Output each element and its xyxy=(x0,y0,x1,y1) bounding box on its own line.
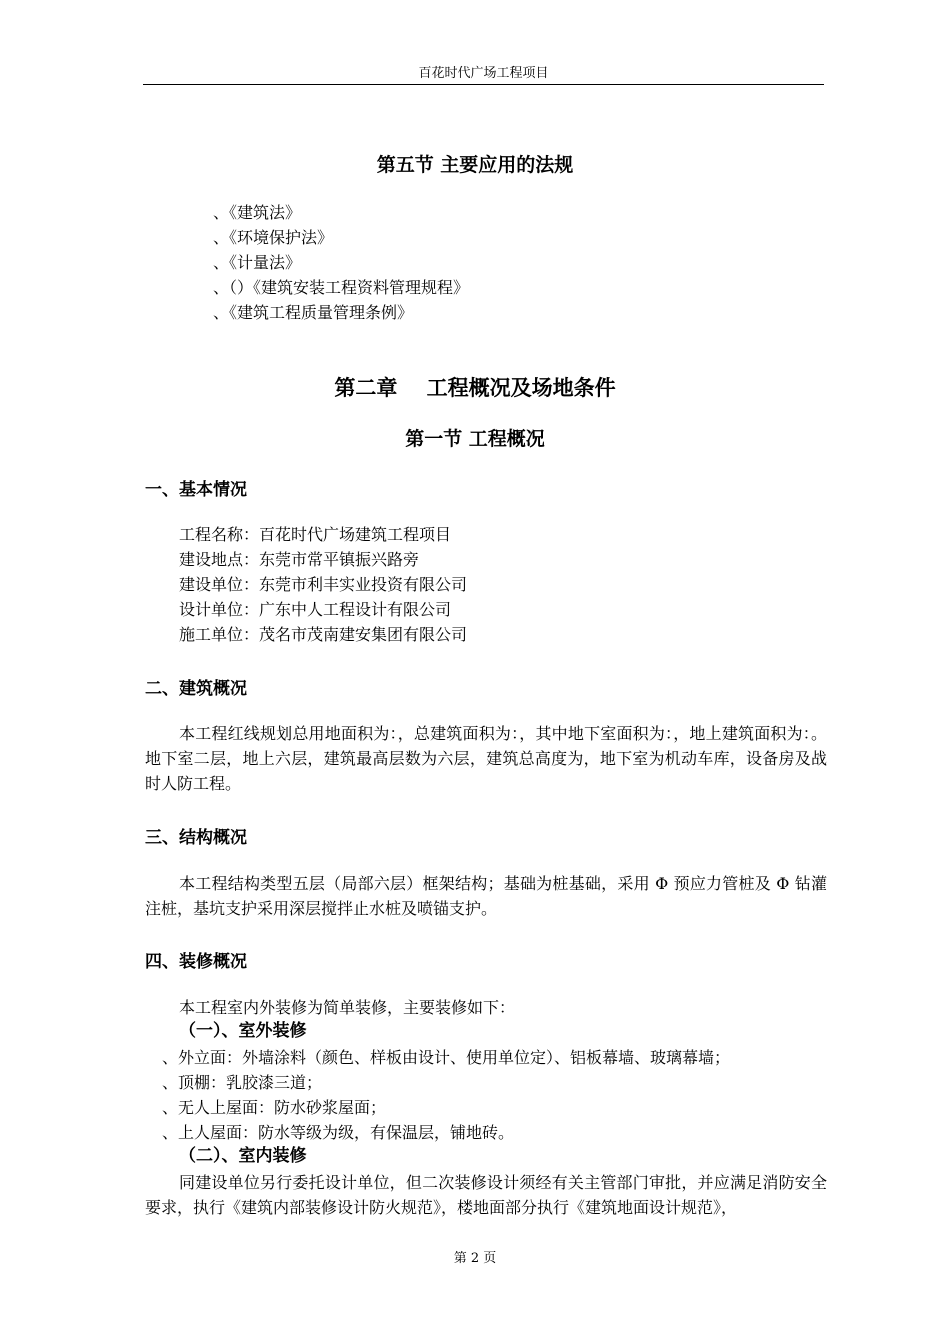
building-paragraph: 本工程红线规划总用地面积为：，总建筑面积为：，其中地下室面积为：，地上建筑面积为：。地下室二层，地上六层，建筑最高层数为六层，建筑总高度为，地下室为机动车库，设备房及战时人防工程。 xyxy=(145,724,827,793)
list-item: 、无人上屋面：防水砂浆屋面； xyxy=(162,1098,387,1117)
list-item: 、（）《建筑安装工程资料管理规程》 xyxy=(213,278,470,297)
list-item: 、《建筑法》 xyxy=(213,203,302,222)
structure-paragraph: 本工程结构类型五层（局部六层）框架结构；基础为桩基础，采用 Φ 预应力管桩及 Φ 钻灌注桩，基坑支护采用深层搅拌止水桩及喷锚支护。 xyxy=(145,874,827,918)
heading-decoration: 四、装修概况 xyxy=(145,952,247,972)
interior-heading: （二）、室内装修 xyxy=(179,1146,307,1166)
chapter-title: 第二章 工程概况及场地条件 xyxy=(334,376,616,400)
list-item: 、《计量法》 xyxy=(213,253,302,272)
list-item: 、《环境保护法》 xyxy=(213,228,334,247)
info-item: 设计单位：广东中人工程设计有限公司 xyxy=(179,600,452,619)
law-list xyxy=(213,200,469,325)
heading-building: 二、建筑概况 xyxy=(145,679,247,699)
section-title: 第五节 主要应用的法规 xyxy=(376,154,574,176)
heading-structure: 三、结构概况 xyxy=(145,828,247,848)
heading-basic: 一、基本情况 xyxy=(145,480,247,500)
info-item: 工程名称：百花时代广场建筑工程项目 xyxy=(179,525,452,544)
info-item: 建设单位：东莞市利丰实业投资有限公司 xyxy=(179,575,468,594)
interior-paragraph: 同建设单位另行委托设计单位，但二次装修设计须经有关主管部门审批，并应满足消防安全要求，执行《建筑内部装修设计防火规范》，楼地面部分执行《建筑地面设计规范》， xyxy=(145,1173,827,1217)
page-header: 百花时代广场工程项目 xyxy=(143,64,824,85)
page-number: 第 2 页 xyxy=(453,1251,497,1266)
info-item: 建设地点：东莞市常平镇振兴路旁 xyxy=(179,550,420,569)
list-item: 、顶棚：乳胶漆三道； xyxy=(162,1073,323,1092)
basic-info-list xyxy=(179,522,467,647)
exterior-heading: （一）、室外装修 xyxy=(179,1021,307,1041)
info-item: 施工单位：茂名市茂南建安集团有限公司 xyxy=(179,625,468,644)
list-item: 、《建筑工程质量管理条例》 xyxy=(213,303,414,322)
list-item: 、上人屋面：防水等级为级，有保温层，铺地砖。 xyxy=(162,1123,515,1142)
decoration-intro: 本工程室内外装修为简单装修，主要装修如下： xyxy=(179,998,516,1017)
section-title: 第一节 工程概况 xyxy=(405,428,545,450)
list-item: 、外立面：外墙涂料（颜色、样板由设计、使用单位定）、铝板幕墙、玻璃幕墙； xyxy=(162,1048,731,1067)
